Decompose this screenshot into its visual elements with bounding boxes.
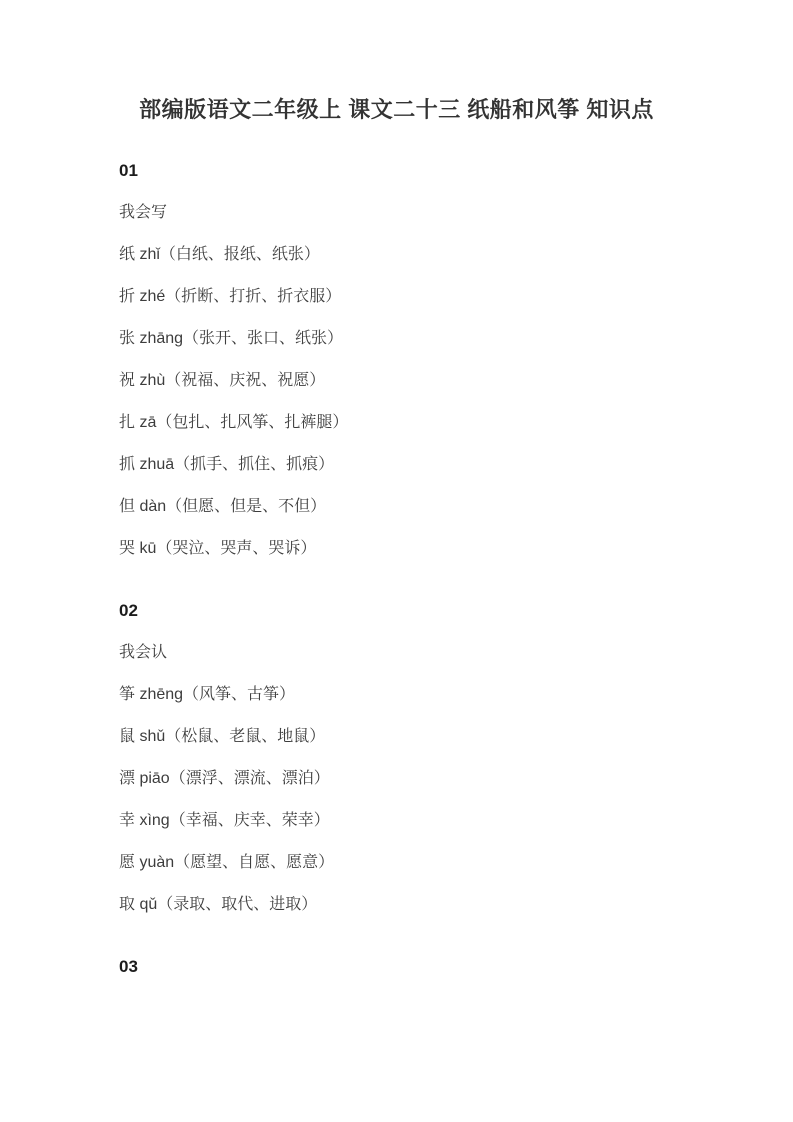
section-number: 02 <box>119 601 138 620</box>
word-entry: 愿 yuàn（愿望、自愿、愿意） <box>119 854 335 871</box>
section-subtitle: 我会认 <box>119 644 168 661</box>
word-entry: 折 zhé（折断、打折、折衣服） <box>119 288 342 305</box>
word-entry: 但 dàn（但愿、但是、不但） <box>119 498 327 515</box>
word-entry: 抓 zhuā（抓手、抓住、抓痕） <box>119 456 335 473</box>
page-title: 部编版语文二年级上 课文二十三 纸船和风筝 知识点 <box>139 97 654 122</box>
word-entry: 取 qǔ（录取、取代、进取） <box>119 896 318 913</box>
word-entry: 纸 zhǐ（白纸、报纸、纸张） <box>119 246 320 263</box>
word-entry: 哭 kū（哭泣、哭声、哭诉） <box>119 540 317 557</box>
section-subtitle: 我会写 <box>119 204 168 221</box>
word-entry: 扎 zā（包扎、扎风筝、扎裤腿） <box>119 414 349 431</box>
section-03 <box>119 956 674 978</box>
section-02 <box>119 600 674 916</box>
word-entry: 张 zhāng（张开、张口、纸张） <box>119 330 344 347</box>
word-entry: 鼠 shǔ（松鼠、老鼠、地鼠） <box>119 728 326 745</box>
section-number: 01 <box>119 161 138 180</box>
word-entry: 漂 piāo（漂浮、漂流、漂泊） <box>119 770 330 787</box>
section-number: 03 <box>119 957 138 976</box>
word-entry: 祝 zhù（祝福、庆祝、祝愿） <box>119 372 326 389</box>
word-entry: 幸 xìng（幸福、庆幸、荣幸） <box>119 812 330 829</box>
word-entry: 筝 zhēng（风筝、古筝） <box>119 686 296 703</box>
section-01 <box>119 160 674 560</box>
